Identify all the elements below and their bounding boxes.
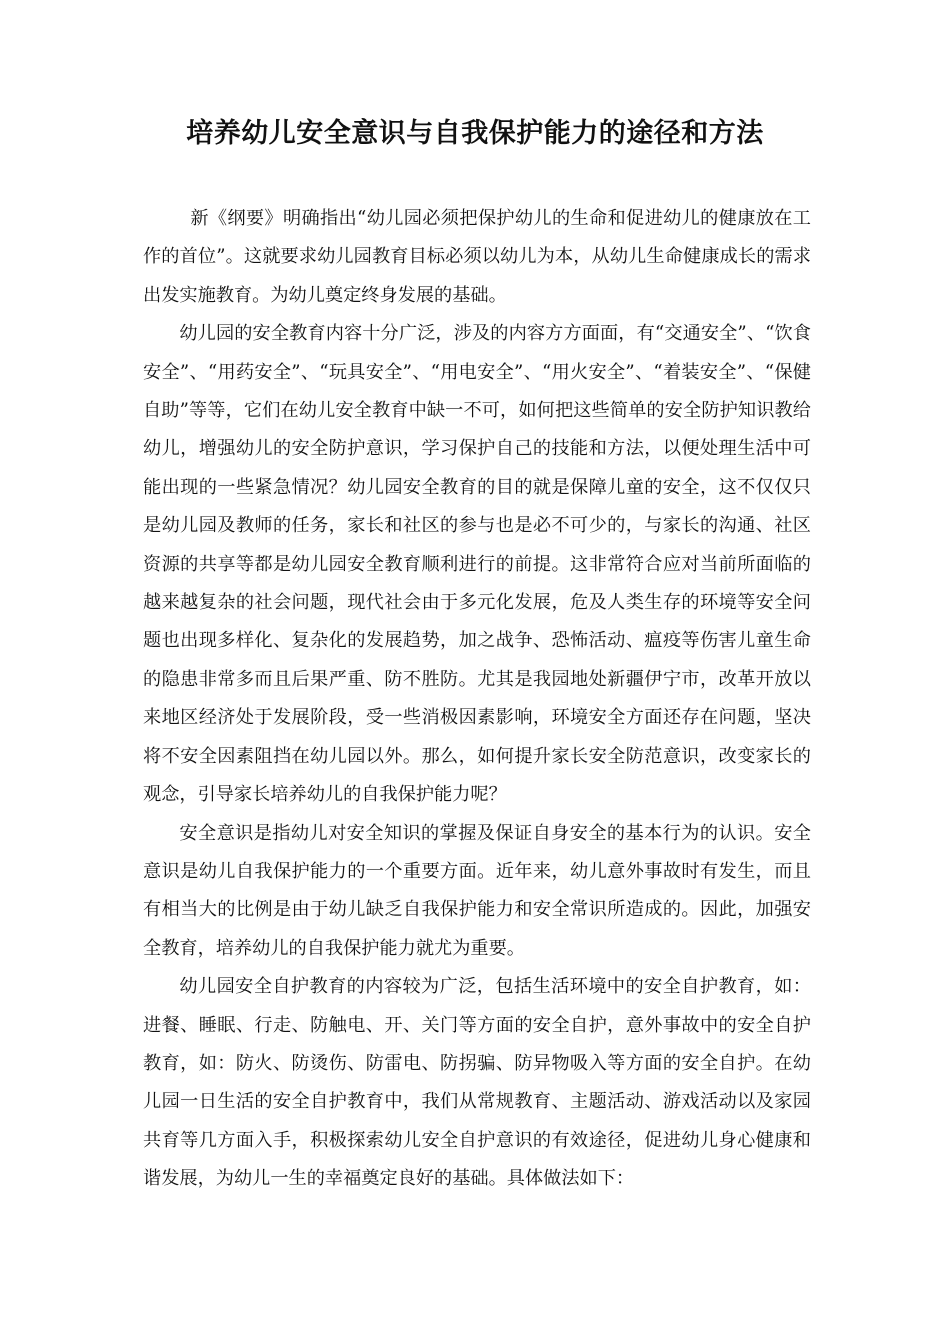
paragraph-2: 幼儿园的安全教育内容十分广泛，涉及的内容方方面面，有“交通安全”、“饮食安全”、“用药安全”、“玩具安全”、“用电安全”、“用火安全”、“着装安全”、“保健自助”等等，它们在幼儿安全教育中缺一不可，如何把这些简单的安全防护知识教给幼儿，增强幼儿的安全防护意识，学习保护自己的技能和方法，以便处理生活中可能出现的一些紧急情况？幼儿园安全教育的目的就是保障儿童的安全，这不仅仅只是幼儿园及教师的任务，家长和社区的参与也是必不可少的，与家长的沟通、社区资源的共享等都是幼儿园安全教育顺利进行的前提。这非常符合应对当前所面临的越来越复杂的社会问题，现代社会由于多元化发展，危及人类生存的环境等安全问题也出现多样化、复杂化的发展趋势，加之战争、恐怖活动、瘟疫等伤害儿童生命的隐患非常多而且后果严重、防不胜防。尤其是我园地处新疆伊宁市，改革开放以来地区经济处于发展阶段，受一些消极因素影响，环境安全方面还存在问题，坚决将不安全因素阻挡在幼儿园以外。那么，如何提升家长安全防范意识，改变家长的观念，引导家长培养幼儿的自我保护能力呢？ xyxy=(143,323,811,806)
document-title: 培养幼儿安全意识与自我保护能力的途径和方法 xyxy=(186,118,764,150)
paragraph-1: 新《纲要》明确指出“幼儿园必须把保护幼儿的生命和促进幼儿的健康放在工作的首位”。这就要求幼儿园教育目标必须以幼儿为本，从幼儿生命健康成长的需求出发实施教育。为幼儿奠定终身发展的基础。 xyxy=(143,208,811,306)
paragraph-4: 幼儿园安全自护教育的内容较为广泛，包括生活环境中的安全自护教育，如：进餐、睡眠、行走、防触电、开、关门等方面的安全自护，意外事故中的安全自护教育，如：防火、防烫伤、防雷电、防拐骗、防异物吸入等方面的安全自护。在幼儿园一日生活的安全自护教育中，我们从常规教育、主题活动、游戏活动以及家园共育等几方面入手，积极探索幼儿安全自护意识的有效途径，促进幼儿身心健康和谐发展，为幼儿一生的幸福奠定良好的基础。具体做法如下： xyxy=(143,976,811,1190)
paragraph-3: 安全意识是指幼儿对安全知识的掌握及保证自身安全的基本行为的认识。安全意识是幼儿自我保护能力的一个重要方面。近年来，幼儿意外事故时有发生，而且有相当大的比例是由于幼儿缺乏自我保护能力和安全常识所造成的。因此，加强安全教育，培养幼儿的自我保护能力就尤为重要。 xyxy=(143,822,811,959)
document-body xyxy=(143,200,811,1199)
